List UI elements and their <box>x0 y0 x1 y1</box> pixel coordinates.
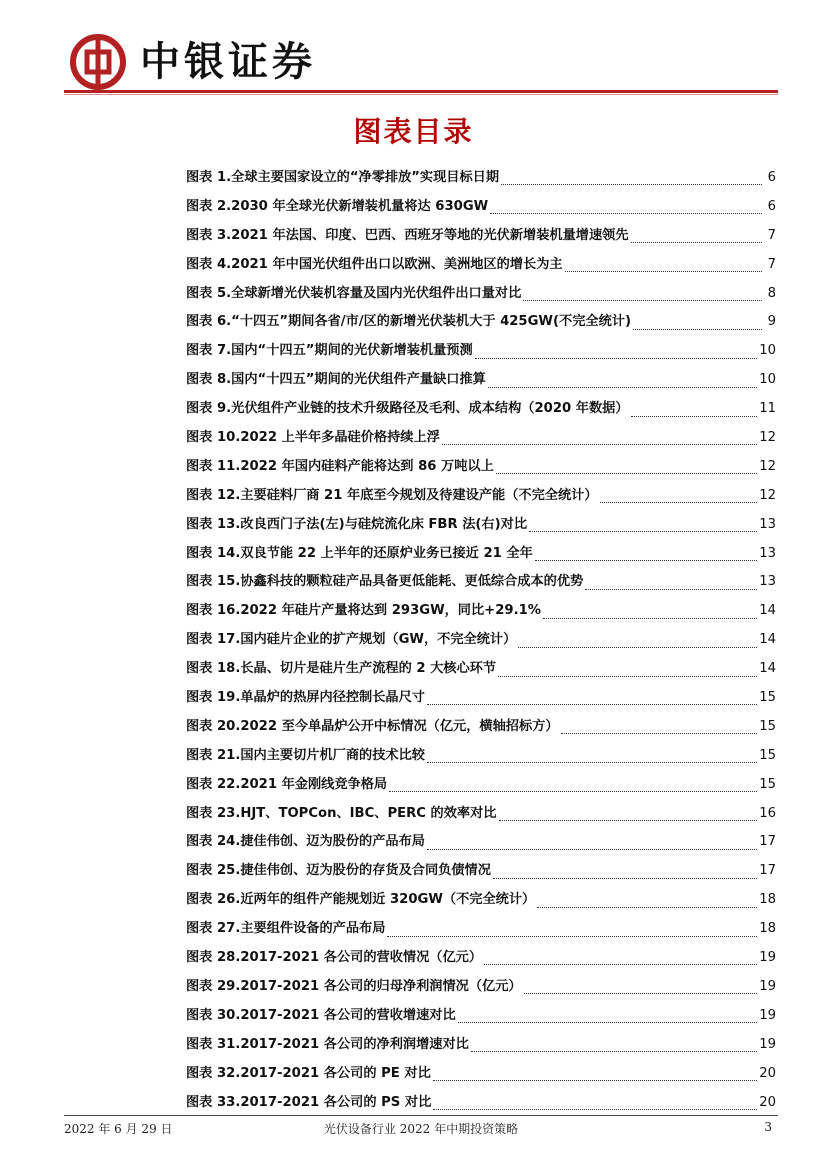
toc-leader-dots <box>488 386 757 388</box>
toc-entry-page: 15 <box>759 776 776 792</box>
toc-entry-label: 图表 1.全球主要国家设立的“净零排放”实现目标日期 <box>186 170 500 185</box>
toc-entry[interactable] <box>186 830 776 859</box>
toc-entry-page: 16 <box>759 805 776 821</box>
toc-entry-page: 19 <box>759 1036 776 1052</box>
toc-entry[interactable] <box>186 397 776 426</box>
toc-leader-dots <box>633 328 762 330</box>
toc-entry-page: 10 <box>759 372 776 388</box>
toc-entry-label: 图表 27.主要组件设备的产品布局 <box>186 921 386 937</box>
toc-entry-page: 19 <box>759 950 776 966</box>
toc-leader-dots <box>484 963 757 965</box>
toc-leader-dots <box>427 848 757 850</box>
toc-entry-label: 图表 10.2022 上半年多晶硅价格持续上浮 <box>186 430 440 446</box>
toc-entry[interactable] <box>186 1062 776 1091</box>
toc-entry-label: 图表 23.HJT、TOPCon、IBC、PERC 的效率对比 <box>186 805 497 821</box>
toc-entry[interactable] <box>186 744 776 773</box>
toc-entry-label: 图表 4.2021 年中国光伏组件出口以欧洲、美洲地区的增长为主 <box>186 256 563 272</box>
toc-leader-dots <box>471 1050 757 1052</box>
toc-entry-label: 图表 11.2022 年国内硅料产能将达到 86 万吨以上 <box>186 458 494 474</box>
toc-entry-page: 15 <box>759 747 776 763</box>
toc-entry-label: 图表 21.国内主要切片机厂商的技术比较 <box>186 747 425 763</box>
toc-entry[interactable] <box>186 628 776 657</box>
footer-divider <box>64 1115 778 1116</box>
toc-entry-label: 图表 17.国内硅片企业的扩产规划（GW，不完全统计） <box>186 632 517 648</box>
toc-entry[interactable] <box>186 686 776 715</box>
toc-entry-label: 图表 32.2017-2021 各公司的 PE 对比 <box>186 1065 431 1081</box>
toc-entry-label: 图表 26.近两年的组件产能规划近 320GW（不完全统计） <box>186 892 536 908</box>
toc-entry-page: 12 <box>759 430 776 446</box>
toc-entry[interactable] <box>186 166 776 195</box>
toc-entry-label: 图表 28.2017-2021 各公司的营收情况（亿元） <box>186 950 483 966</box>
toc-entry-label: 图表 24.捷佳伟创、迈为股份的产品布局 <box>186 834 425 850</box>
toc-leader-dots <box>496 472 757 474</box>
toc-entry-label: 图表 15.协鑫科技的颗粒硅产品具备更低能耗、更低综合成本的优势 <box>186 574 584 590</box>
toc-entry-label: 图表 13.改良西门子法(左)与硅烷流化床 FBR 法(右)对比 <box>186 516 528 532</box>
toc-leader-dots <box>433 1108 757 1110</box>
toc-entry-page: 14 <box>759 661 776 677</box>
toc-leader-dots <box>518 646 757 648</box>
toc-entry-page: 20 <box>759 1094 776 1110</box>
toc-entry-label: 图表 8.国内“十四五”期间的光伏组件产量缺口推算 <box>186 372 486 388</box>
toc-entry-page: 11 <box>759 401 776 417</box>
toc-entry-page: 6 <box>767 170 776 185</box>
toc-entry[interactable] <box>186 224 776 253</box>
page-header <box>64 28 778 98</box>
toc-entry-page: 7 <box>767 256 776 272</box>
page-footer <box>64 1120 778 1140</box>
toc-entry-label: 图表 18.长晶、切片是硅片生产流程的 2 大核心环节 <box>186 661 497 677</box>
toc-entry-label: 图表 25.捷佳伟创、迈为股份的存货及合同负债情况 <box>186 863 491 879</box>
toc-leader-dots <box>442 443 757 445</box>
toc-entry[interactable] <box>186 368 776 397</box>
toc-entry-page: 13 <box>759 545 776 561</box>
toc-entry-label: 图表 9.光伏组件产业链的技术升级路径及毛利、成本结构（2020 年数据） <box>186 401 629 417</box>
toc-entry[interactable] <box>186 1033 776 1062</box>
toc-entry-label: 图表 6.“十四五”期间各省/市/区的新增光伏装机大于 425GW(不完全统计) <box>186 314 631 330</box>
toc-entry-label: 图表 16.2022 年硅片产量将达到 293GW，同比+29.1% <box>186 603 541 619</box>
toc-entry[interactable] <box>186 310 776 339</box>
brand-name: 中银证券 <box>140 38 316 85</box>
toc-entry-page: 19 <box>759 978 776 994</box>
toc-entry-label: 图表 12.主要硅料厂商 21 年底至今规划及待建设产能（不完全统计） <box>186 487 598 503</box>
footer-page-number: 3 <box>764 1120 772 1134</box>
toc-leader-dots <box>565 270 762 272</box>
toc-leader-dots <box>490 212 762 214</box>
toc-entry-page: 10 <box>759 343 776 359</box>
toc-entry[interactable] <box>186 282 776 311</box>
toc-leader-dots <box>458 1021 758 1023</box>
toc-entry-page: 13 <box>759 574 776 590</box>
toc-entry[interactable] <box>186 859 776 888</box>
toc-leader-dots <box>389 790 757 792</box>
toc-entry-page: 13 <box>759 516 776 532</box>
toc-leader-dots <box>498 675 757 677</box>
toc-entry[interactable] <box>186 455 776 484</box>
footer-date: 2022 年 6 月 29 日 <box>64 1122 173 1136</box>
toc-leader-dots <box>600 501 758 503</box>
toc-entry-label: 图表 19.单晶炉的热屏内径控制长晶尺寸 <box>186 690 425 706</box>
toc-entry-page: 6 <box>767 198 776 214</box>
toc-leader-dots <box>535 559 757 561</box>
toc-entry[interactable] <box>186 599 776 628</box>
toc-entry[interactable] <box>186 975 776 1004</box>
toc-entry-label: 图表 31.2017-2021 各公司的净利润增速对比 <box>186 1036 469 1052</box>
toc-leader-dots <box>631 415 758 417</box>
toc-entry[interactable] <box>186 802 776 831</box>
toc-entry-page: 18 <box>759 921 776 937</box>
toc-entry-page: 14 <box>759 632 776 648</box>
toc-entry[interactable] <box>186 1004 776 1033</box>
toc-entry[interactable] <box>186 195 776 224</box>
toc-leader-dots <box>631 241 762 243</box>
toc-leader-dots <box>387 935 757 937</box>
toc-entry-label: 图表 29.2017-2021 各公司的归母净利润情况（亿元） <box>186 978 522 994</box>
toc-entry[interactable] <box>186 513 776 542</box>
header-divider <box>64 90 778 94</box>
toc-leader-dots <box>543 617 757 619</box>
toc-entry-page: 19 <box>759 1007 776 1023</box>
toc-leader-dots <box>427 761 757 763</box>
toc-entry-page: 7 <box>767 227 776 243</box>
toc-entry-label: 图表 14.双良节能 22 上半年的还原炉业务已接近 21 全年 <box>186 545 533 561</box>
toc-entry-label: 图表 20.2022 至今单晶炉公开中标情况（亿元，横轴招标方） <box>186 718 559 734</box>
toc-entry[interactable] <box>186 542 776 571</box>
toc-entry[interactable] <box>186 715 776 744</box>
toc-entry-label: 图表 30.2017-2021 各公司的营收增速对比 <box>186 1007 456 1023</box>
toc-entry[interactable] <box>186 888 776 917</box>
toc-entry-page: 17 <box>759 863 776 879</box>
toc-list <box>186 166 776 1119</box>
toc-entry-label: 图表 3.2021 年法国、印度、巴西、西班牙等地的光伏新增装机量增速领先 <box>186 227 629 243</box>
toc-entry-page: 12 <box>759 487 776 503</box>
toc-leader-dots <box>523 299 762 301</box>
toc-entry[interactable] <box>186 570 776 599</box>
toc-leader-dots <box>501 183 762 185</box>
toc-leader-dots <box>561 732 758 734</box>
toc-leader-dots <box>499 819 758 821</box>
toc-entry-page: 17 <box>759 834 776 850</box>
toc-leader-dots <box>493 877 757 879</box>
toc-leader-dots <box>475 357 758 359</box>
toc-entry[interactable] <box>186 253 776 282</box>
toc-entry-label: 图表 22.2021 年金刚线竞争格局 <box>186 776 388 792</box>
toc-title: 图表目录 <box>353 115 474 148</box>
footer-doc-title: 光伏设备行业 2022 年中期投资策略 <box>323 1122 519 1136</box>
toc-entry[interactable] <box>186 946 776 975</box>
toc-entry-label: 图表 7.国内“十四五”期间的光伏新增装机量预测 <box>186 343 473 359</box>
toc-entry-page: 12 <box>759 458 776 474</box>
toc-entry-label: 图表 2.2030 年全球光伏新增装机量将达 630GW <box>186 198 489 214</box>
toc-entry-page: 14 <box>759 603 776 619</box>
toc-entry[interactable] <box>186 917 776 946</box>
toc-entry-label: 图表 5.全球新增光伏装机容量及国内光伏组件出口量对比 <box>186 285 522 301</box>
toc-entry-page: 18 <box>759 892 776 908</box>
toc-entry[interactable] <box>186 657 776 686</box>
toc-entry-label: 图表 33.2017-2021 各公司的 PS 对比 <box>186 1094 432 1110</box>
toc-leader-dots <box>433 1079 757 1081</box>
toc-entry-page: 20 <box>759 1065 776 1081</box>
toc-entry[interactable] <box>186 339 776 368</box>
toc-entry-page: 9 <box>767 314 776 330</box>
toc-leader-dots <box>585 588 757 590</box>
toc-entry[interactable] <box>186 426 776 455</box>
toc-entry-page: 15 <box>759 718 776 734</box>
toc-entry-page: 8 <box>767 285 776 301</box>
toc-leader-dots <box>537 906 757 908</box>
toc-entry-page: 15 <box>759 690 776 706</box>
toc-leader-dots <box>524 992 758 994</box>
bank-of-china-logo-icon <box>70 34 126 90</box>
toc-leader-dots <box>529 530 757 532</box>
toc-leader-dots <box>427 703 757 705</box>
toc-entry[interactable] <box>186 773 776 802</box>
toc-entry[interactable] <box>186 484 776 513</box>
